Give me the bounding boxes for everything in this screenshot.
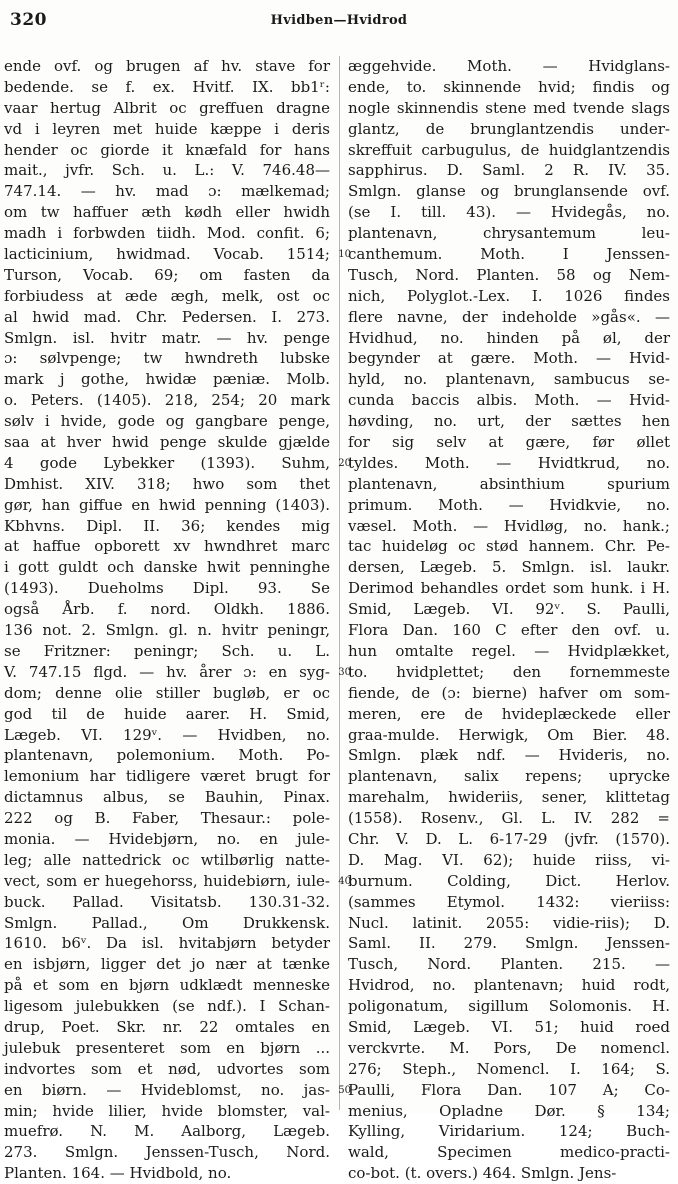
text-line: wald, Specimen medico-practi- — [348, 1143, 670, 1162]
text-line: (1493). Dueholms Dipl. 93. Se — [4, 579, 330, 598]
text-line: ɔ: sølvpenge; tw hwndreth lubske — [4, 349, 330, 368]
text-line: plantenavn, salix repens; uprycke — [348, 767, 670, 786]
text-line: co-bot. (t. overs.) 464. Smlgn. Jens- — [348, 1164, 617, 1183]
text-line: Paulli, Flora Dan. 107 A; Co- — [348, 1080, 670, 1099]
text-line: sølv i hvide, gode og gangbare penge, — [4, 412, 330, 431]
text-line: glantz, de brunglantzendis under- — [348, 119, 670, 138]
text-line: burnum. Colding, Dict. Herlov. — [348, 871, 670, 890]
text-line: dictamnus albus, se Bauhin, Pinax. — [4, 788, 330, 807]
text-line: også Årb. f. nord. Oldkh. 1886. — [4, 600, 330, 619]
text-line: Kylling, Viridarium. 124; Buch- — [348, 1122, 670, 1141]
text-line: en biørn. — Hvideblomst, no. jas- — [4, 1080, 330, 1099]
text-line: lemonium har tidligere været brugt for — [4, 767, 330, 786]
text-line: for sig selv at gære, før øllet — [348, 433, 670, 452]
text-line: god til de huide aarer. H. Smid, — [4, 704, 330, 723]
text-line: Nucl. latinit. 2055: vidie-riis); D. — [348, 913, 670, 932]
text-line: menius, Opladne Dør. § 134; — [348, 1101, 670, 1120]
text-line: (1558). Rosenv., Gl. L. IV. 282 = — [348, 809, 670, 828]
text-line: monia. — Hvidebjørn, no. en jule- — [4, 829, 330, 848]
text-line: i gott guldt och danske hwit penninghe — [4, 558, 330, 577]
text-line: plantenavn, polemonium. Moth. Po- — [4, 746, 330, 765]
text-line: en isbjørn, ligger det jo nær at tænke — [4, 955, 330, 974]
text-line: skreffuit carbugulus, de huidglantzendis — [348, 140, 670, 159]
text-line: tyldes. Moth. — Hvidtkrud, no. — [348, 453, 670, 472]
text-line: Turson, Vocab. 69; om fasten da — [4, 265, 330, 284]
text-line: saa at hver hwid penge skulde gjælde — [4, 433, 330, 452]
text-line: Smlgn. plæk ndf. — Hvideris, no. — [348, 746, 670, 765]
text-line: ligesom julebukken (se ndf.). I Schan- — [4, 997, 330, 1016]
text-line: to. hvidplettet; den fornemmeste — [348, 662, 670, 681]
text-line: cunda baccis albis. Moth. — Hvid- — [348, 391, 670, 410]
text-line: ende, to. skinnende hvid; findis og — [348, 77, 670, 96]
text-line: på et som en bjørn udklædt menneske — [4, 976, 330, 995]
text-line: canthemum. Moth. I Jenssen- — [348, 245, 670, 264]
text-line: se Fritzner: peningr; Sch. u. L. — [4, 641, 330, 660]
text-line: gør, han giffue en hwid penning (1403). — [4, 495, 330, 514]
text-line: dom; denne olie stiller bugløb, er oc — [4, 683, 330, 702]
left-column — [4, 56, 330, 1183]
text-line: julebuk presenteret som en bjørn ... — [4, 1038, 330, 1057]
text-line: lacticinium, hwidmad. Vocab. 1514; — [4, 245, 330, 264]
text-line: graa-mulde. Herwigk, Om Bier. 48. — [348, 725, 670, 744]
text-line: Hvidrod, no. plantenavn; huid rodt, — [348, 976, 670, 995]
text-line: dersen, Lægeb. 5. Smlgn. isl. laukr. — [348, 558, 670, 577]
text-line: mait., jvfr. Sch. u. L.: V. 746.48— — [4, 161, 330, 180]
text-line: Derimod behandles ordet som hunk. i H. — [348, 579, 670, 598]
text-line: nich, Polyglot.-Lex. I. 1026 findes — [348, 286, 670, 305]
text-line: vd i leyren met huide kæppe i deris — [4, 119, 330, 138]
text-line: Saml. II. 279. Smlgn. Jenssen- — [348, 934, 670, 953]
text-line: 273. Smlgn. Jenssen-Tusch, Nord. — [4, 1143, 330, 1162]
text-line: ende ovf. og brugen af hv. stave for — [4, 57, 330, 75]
text-line: (sammes Etymol. 1432: vieriiss: — [348, 892, 670, 911]
text-line: høvding, no. urt, der sættes hen — [348, 412, 670, 431]
text-line: plantenavn, chrysantemum leu- — [348, 224, 670, 243]
text-line: æggehvide. Moth. — Hvidglans- — [348, 57, 670, 75]
text-line: V. 747.15 flgd. — hv. årer ɔ: en syg- — [4, 662, 330, 681]
text-line: Tusch, Nord. Planten. 58 og Nem- — [348, 265, 670, 284]
text-line: Kbhvns. Dipl. II. 36; kendes mig — [4, 516, 330, 535]
text-line: forbiudess at æde ægh, melk, ost oc — [4, 286, 330, 305]
text-line: Flora Dan. 160 C efter den ovf. u. — [348, 621, 670, 640]
text-line: 136 not. 2. Smlgn. gl. n. hvitr peningr, — [4, 621, 330, 640]
text-line: drup, Poet. Skr. nr. 22 omtales en — [4, 1017, 330, 1036]
text-line: marehalm, hwideriis, sener, klittetag — [348, 788, 670, 807]
line-number-marker: 10 — [338, 249, 351, 261]
text-line: 747.14. — hv. mad ɔ: mælkemad; — [4, 182, 330, 201]
text-line: Tusch, Nord. Planten. 215. — — [348, 955, 670, 974]
text-line: væsel. Moth. — Hvidløg, no. hank.; — [348, 516, 670, 535]
text-line: vect, som er huegehorss, huidebiørn, iule- — [4, 871, 330, 890]
text-line: al hwid mad. Chr. Pedersen. I. 273. — [4, 307, 330, 326]
text-line: indvortes som et nød, udvortes som — [4, 1059, 330, 1078]
text-line: nogle skinnendis stene med tvende slags — [348, 98, 670, 117]
text-line: 4 gode Lybekker (1393). Suhm, — [4, 453, 330, 472]
text-line: 1610. b6ᵛ. Da isl. hvitabjørn betyder — [4, 934, 330, 953]
text-line: om tw haffuer æth kødh eller hwidh — [4, 203, 330, 222]
right-column — [348, 56, 670, 1183]
line-number-marker: 50 — [338, 1085, 351, 1097]
text-line: buck. Pallad. Visitatsb. 130.31-32. — [4, 892, 330, 911]
text-line: at haffue opborett xv hwndhret marc — [4, 537, 330, 556]
text-line: poligonatum, sigillum Solomonis. H. — [348, 997, 670, 1016]
page-number: 320 — [10, 10, 47, 30]
text-line: fiende, de (ɔ: bierne) hafver om som- — [348, 683, 670, 702]
text-line: 222 og B. Faber, Thesaur.: pole- — [4, 809, 330, 828]
text-line: verckvrte. M. Pors, De nomencl. — [348, 1038, 670, 1057]
text-line: D. Mag. VI. 62); huide riiss, vi- — [348, 850, 670, 869]
text-line: vaar hertug Albrit oc greffuen dragne — [4, 98, 330, 117]
line-number-marker: 40 — [338, 876, 351, 888]
column-divider — [339, 56, 340, 1110]
text-line: muefrø. N. M. Aalborg, Lægeb. — [4, 1122, 330, 1141]
text-line: Smid, Lægeb. VI. 51; huid roed — [348, 1017, 670, 1036]
text-line: plantenavn, absinthium spurium — [348, 474, 670, 493]
text-line: begynder at gære. Moth. — Hvid- — [348, 349, 670, 368]
text-line: Planten. 164. — Hvidbold, no. — [4, 1164, 232, 1183]
text-line: 276; Steph., Nomencl. I. 164; S. — [348, 1059, 670, 1078]
text-line: Hvidhud, no. hinden på øl, der — [348, 328, 670, 347]
text-line: madh i forbwden tiidh. Mod. confit. 6; — [4, 224, 330, 243]
text-line: flere navne, der indeholde »gås«. — — [348, 307, 670, 326]
text-line: Lægeb. VI. 129ᵛ. — Hvidben, no. — [4, 725, 330, 744]
text-line: meren, ere de hvideplæckede eller — [348, 704, 670, 723]
text-line: Smlgn. isl. hvitr matr. — hv. penge — [4, 328, 330, 347]
text-line: bedende. se f. ex. Hvitf. IX. bb1ʳ: — [4, 77, 330, 96]
text-line: mark j gothe, hwidæ pæniæ. Molb. — [4, 370, 330, 389]
text-line: Dmhist. XIV. 318; hwo som thet — [4, 474, 330, 493]
text-line: leg; alle nattedrick oc wtilbørlig natte- — [4, 850, 330, 869]
line-number-marker: 20 — [338, 458, 351, 470]
text-line: sapphirus. D. Saml. 2 R. IV. 35. — [348, 161, 670, 180]
text-line: (se I. till. 43). — Hvidegås, no. — [348, 203, 670, 222]
text-line: Smid, Lægeb. VI. 92ᵛ. S. Paulli, — [348, 600, 670, 619]
line-number-marker: 30 — [338, 667, 351, 679]
text-line: primum. Moth. — Hvidkvie, no. — [348, 495, 670, 514]
text-line: hun omtalte regel. — Hvidplækket, — [348, 641, 670, 660]
text-line: Smlgn. glanse og brunglansende ovf. — [348, 182, 670, 201]
text-line: o. Peters. (1405). 218, 254; 20 mark — [4, 391, 330, 410]
text-line: min; hvide lilier, hvide blomster, val- — [4, 1101, 330, 1120]
text-line: hyld, no. plantenavn, sambucus se- — [348, 370, 670, 389]
text-line: Chr. V. D. L. 6-17-29 (jvfr. (1570). — [348, 829, 670, 848]
text-line: tac huideløg oc stød hannem. Chr. Pe- — [348, 537, 670, 556]
running-head: Hvidben—Hvidrod — [270, 13, 408, 28]
text-line: hender oc giorde it knæfald for hans — [4, 140, 330, 159]
text-line: Smlgn. Pallad., Om Drukkensk. — [4, 913, 330, 932]
